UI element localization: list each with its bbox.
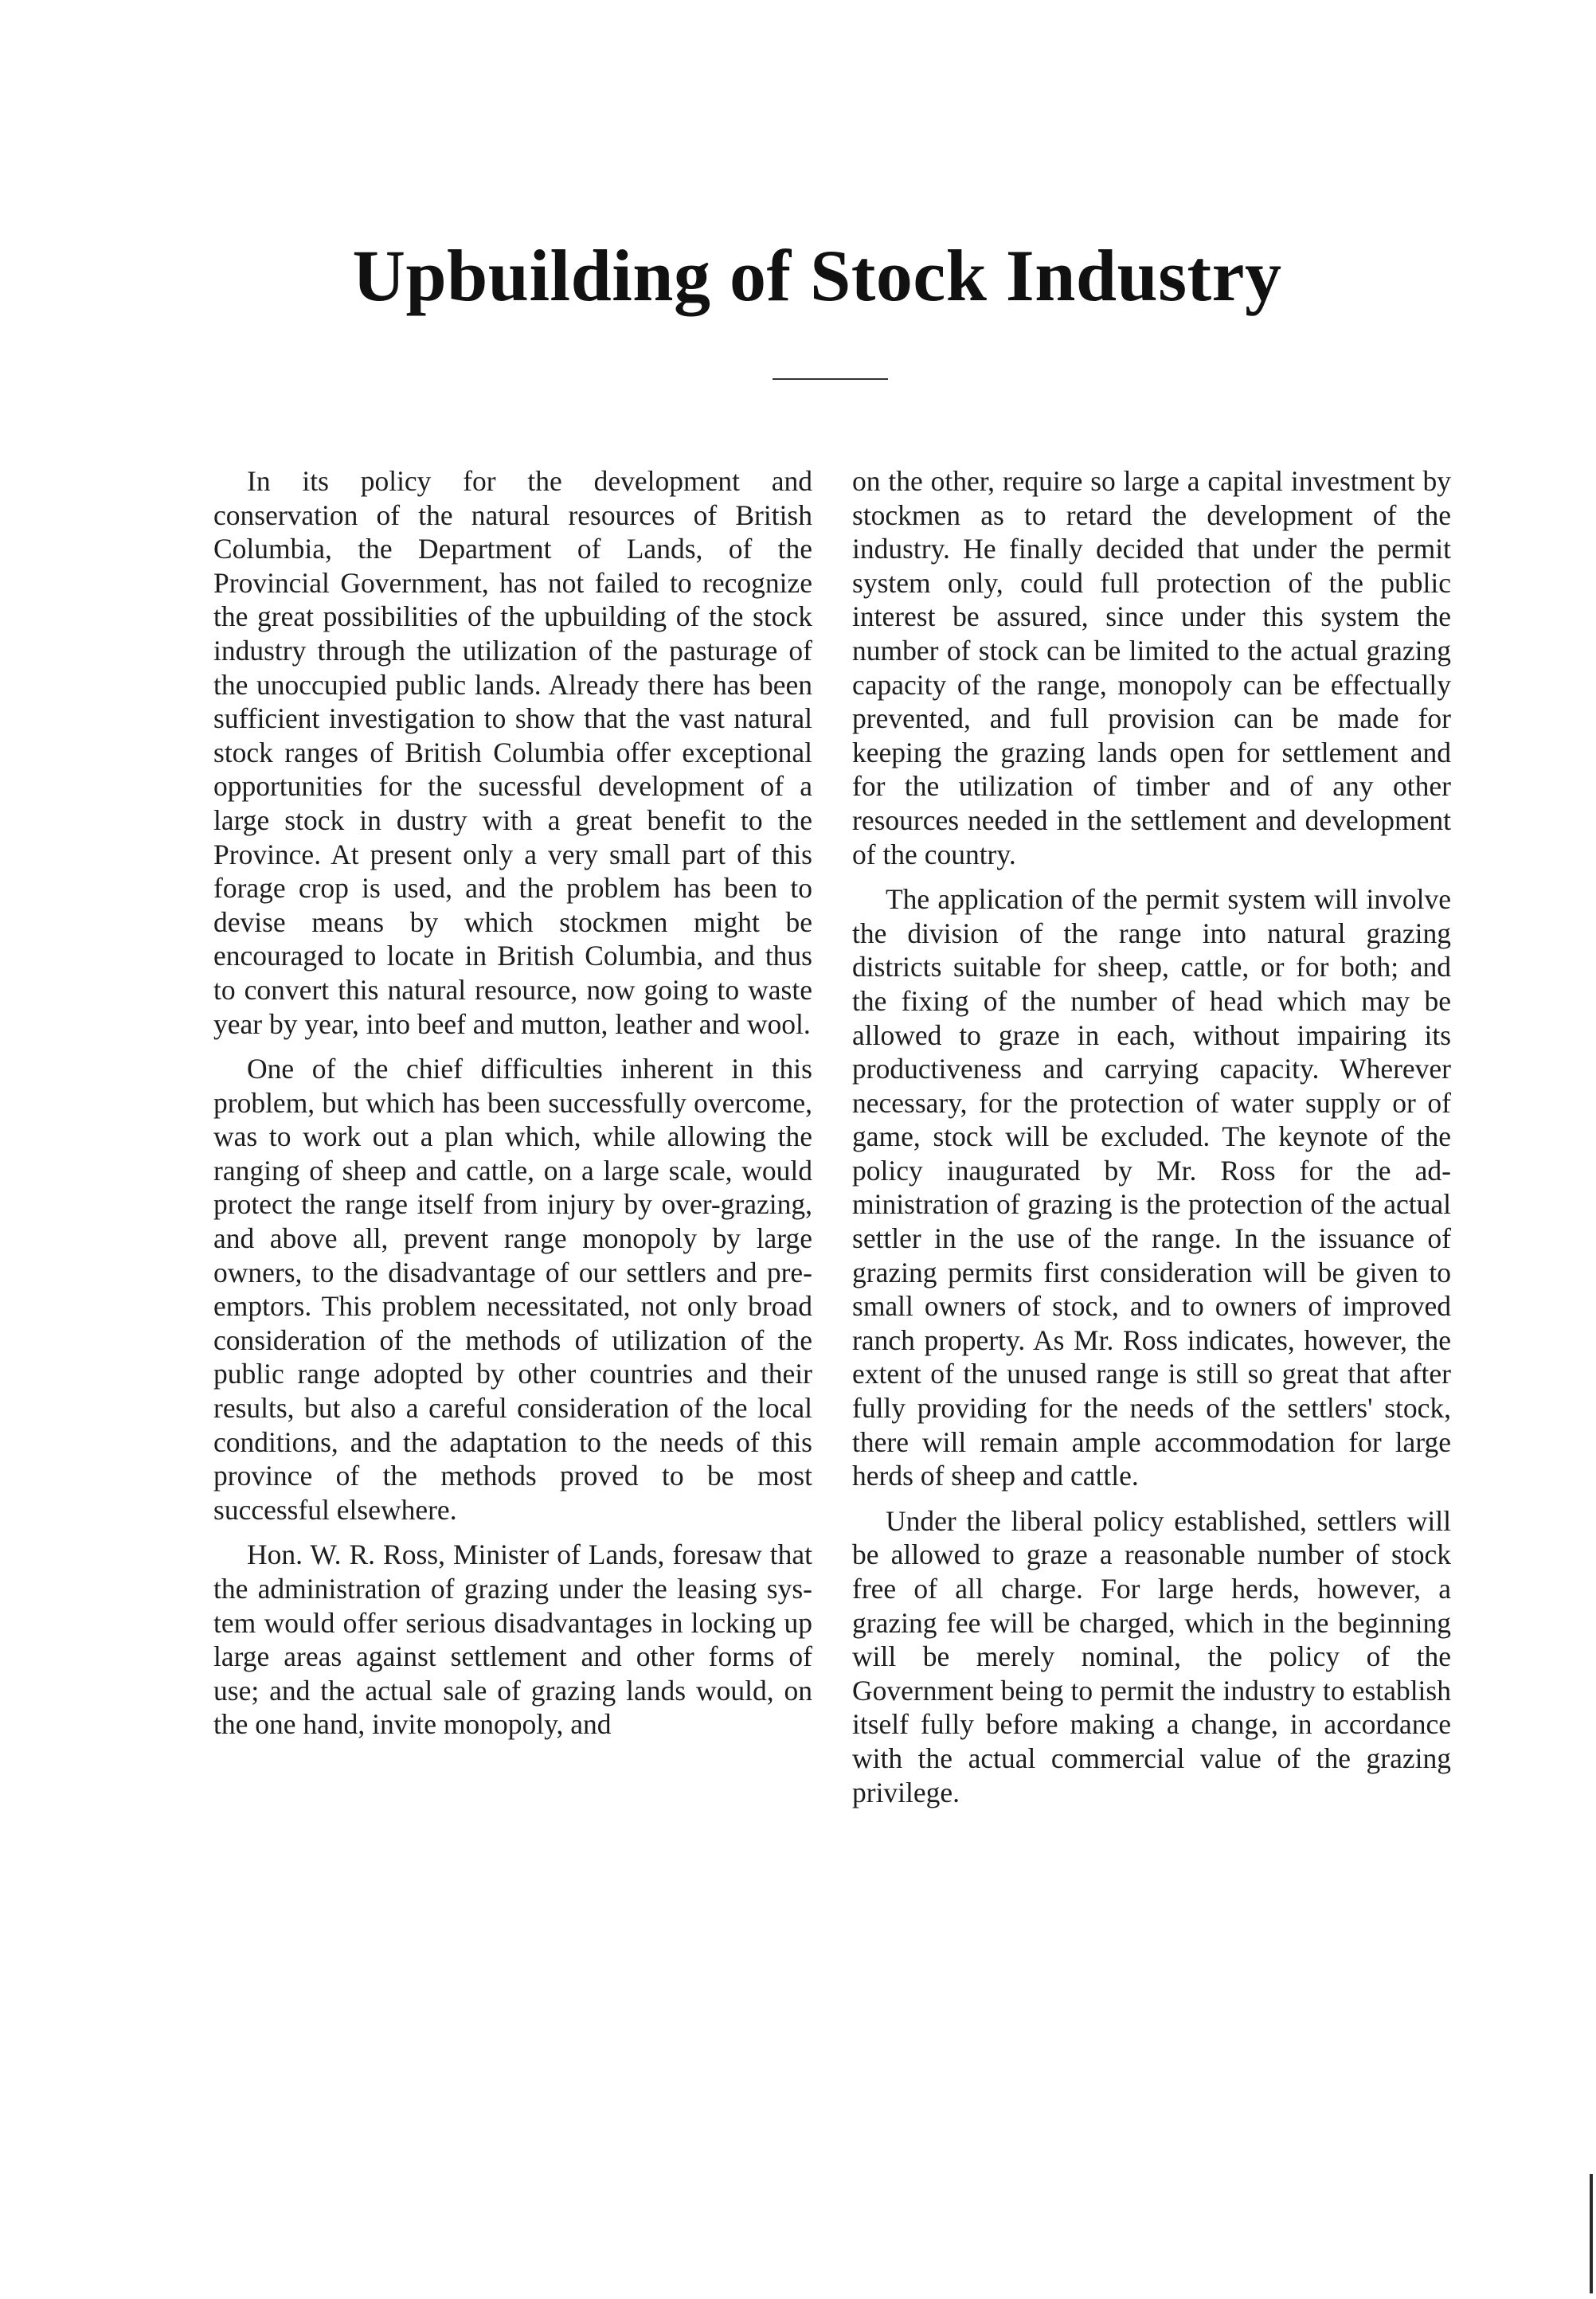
right-column [852, 464, 1451, 1820]
left-paragraph-1: In its policy for the development and conservation of the natural resources of British Columbia, the Department of Lands, of the Provincial Government, has not failed to recognize the great possibilities of the upbuilding of the stock industry through the utilization of the pasturage of the unoccupied public lands. Already there has been sufficient investigation to show that the vast natural stock ranges of British Columbia offer exceptional opportunities for the sucessful development of a large stock in dustry with a great benefit to the Province. At present only a very small part of this forage crop is used, and the problem has been to devise means by which stockmen might be encouraged to locate in British Columbia, and thus to convert this natural resource, now going to waste year by year, into beef and mutton, leather and wool. [213, 465, 812, 1040]
article-title: Upbuilding of Stock Industry [352, 235, 1282, 316]
left-paragraph-3: Hon. W. R. Ross, Minister of Lands, foresaw that the administration of grazing under the leasing system would offer serious disadvantages in locking up large areas against settlement and other forms of use; and the actual sale of grazing lands would, on the one hand, invite monopoly, and [213, 1539, 812, 1741]
right-paragraph-2: The application of the permit system will involve the division of the range into natural grazing districts suitable for sheep, cattle, or for both; and the fixing of the number of head which may be allowed to graze in each, without impairing its productiveness and carrying capacity. Wherever necessary, for the protection of water supply or of game, stock will be excluded. The keynote of the policy inaugurated by Mr. Ross for the administration of grazing is the protection of the actual settler in the use of the range. In the issuance of grazing permits first consideration will be given to small owners of stock, and to owners of improved ranch property. As Mr. Ross indicates, however, the extent of the unused range is still so great that after fully providing for the needs of the settlers' stock, there will remain ample accommodation for large herds of sheep and cattle. [852, 883, 1451, 1492]
right-paragraph-3: Under the liberal policy established, settlers will be allowed to graze a reasonable number of stock free of all charge. For large herds, however, a grazing fee will be charged, which in the beginning will be merely nominal, the policy of the Government being to permit the industry to establish itself fully before making a change, in accordance with the actual commercial value of the grazing privilege. [852, 1504, 1451, 1808]
left-paragraph-2: One of the chief difficulties inherent in this problem, but which has been successfully overcome, was to work out a plan which, while allowing the ranging of sheep and cattle, on a large scale, would protect the range itself from injury by over-grazing, and above all, prevent range monopoly by large owners, to the disadvantage of our settlers and pre-emptors. This problem necessitated, not only broad consideration of the methods of utilization of the public range adopted by other countries and their results, but also a careful consideration of the local conditions, and the adaptation to the needs of this province of the methods proved to be most successful elsewhere. [213, 1053, 812, 1526]
title-divider [773, 378, 888, 380]
right-paragraph-1: on the other, require so large a capital investment by stockmen as to retard the development of the industry. He finally decided that under the permit system only, could full protection of the public interest be assured, since under this system the number of stock can be limited to the actual grazing capacity of the range, monopoly can be effectually prevented, and full provision can be made for keeping the grazing lands open for settlement and for the utilization of timber and of any other resources needed in the settlement and development of the country. [852, 465, 1451, 870]
left-column [213, 464, 812, 1753]
page-edge-mark [1590, 2174, 1593, 2293]
